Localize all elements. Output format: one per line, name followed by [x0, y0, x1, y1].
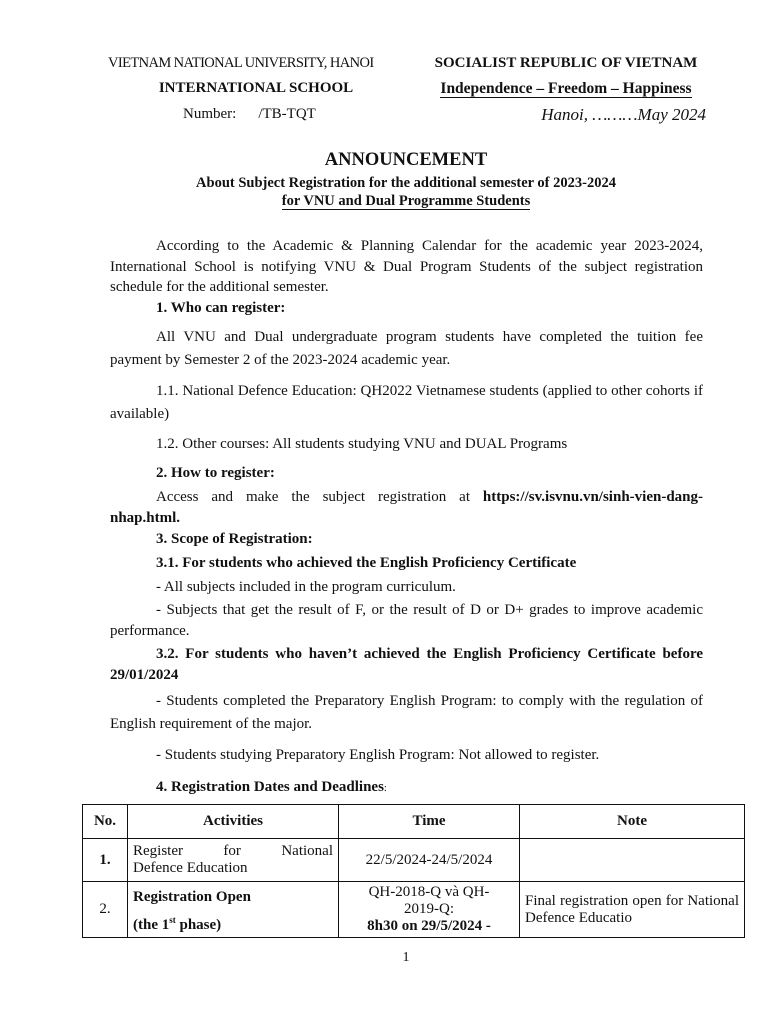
section-2-heading: 2. How to register: [156, 465, 275, 481]
section-2-text [110, 487, 703, 528]
row-2-note: Final registration open for National Defence Educatio [520, 882, 745, 938]
section-3-2-item-b: - Students studying Preparatory English Program: Not allowed to register. [156, 747, 600, 763]
section-4-heading [110, 777, 703, 799]
row-2-activity [128, 882, 339, 938]
section-3-heading: 3. Scope of Registration: [156, 531, 313, 547]
section-1-text: All VNU and Dual undergraduate program students have completed the tuition fee payment by Semester 2 of the 2023-2024 academic year. [110, 329, 703, 368]
registration-link[interactable]: https://sv.isvnu.vn/sinh-vien-dang-nhap.html. [110, 489, 703, 526]
row-2-activity-line2-post: phase) [175, 916, 222, 933]
row-1-note [520, 839, 745, 882]
row-2-activity-line2 [133, 915, 333, 934]
table-header-row [83, 805, 745, 839]
section-3-2-item-a: - Students completed the Preparatory English Program: to comply with the regulation of English requirement of the major. [110, 693, 703, 732]
row-2-time-line2: 2019-Q: [404, 901, 454, 917]
document-number [183, 106, 316, 123]
row-2-activity-line2-sup: st [169, 914, 176, 925]
header-activities: Activities [128, 805, 339, 839]
intro-paragraph: According to the Academic & Planning Calendar for the academic year 2023-2024, International School is notifying VNU & Dual Program Students of the subject registration schedule for the additional semester. [110, 238, 703, 295]
header-note: Note [520, 805, 745, 839]
row-2-activity-line2-pre: (the 1 [133, 916, 170, 933]
place-date: Hanoi, ………May 2024 [541, 105, 706, 124]
section-3-1-heading: 3.1. For students who achieved the English Proficiency Certificate [156, 555, 577, 571]
number-label: Number: [183, 106, 237, 122]
document-subtitle-line2-text: for VNU and Dual Programme Students [281, 193, 531, 209]
document-title: ANNOUNCEMENT [324, 150, 488, 170]
national-motto [420, 80, 712, 98]
country-name: SOCIALIST REPUBLIC OF VIETNAM [434, 55, 698, 71]
national-motto-text: Independence – Freedom – Happiness [440, 80, 692, 97]
row-1-no: 1. [83, 839, 128, 882]
document-subtitle-line2 [0, 193, 768, 210]
section-1-1: 1.1. National Defence Education: QH2022 Vietnamese students (applied to other cohorts if available) [110, 383, 703, 422]
header-time: Time [339, 805, 520, 839]
number-suffix: /TB-TQT [258, 106, 316, 122]
row-2-time [339, 882, 520, 938]
university-name: VIETNAM NATIONAL UNIVERSITY, HANOI [108, 55, 374, 71]
row-1-activity [128, 839, 339, 882]
section-4-heading-text: 4. Registration Dates and Deadlines [156, 779, 384, 795]
section-3-1-item-b: - Subjects that get the result of F, or the result of D or D+ grades to improve academic performance. [110, 602, 703, 639]
row-2-no: 2. [83, 882, 128, 938]
registration-schedule-table [82, 804, 745, 938]
document-subtitle-line1: About Subject Registration for the additional semester of 2023-2024 [196, 175, 616, 191]
row-1-activity-line2: Defence Education [133, 860, 248, 876]
row-1-activity-line1: Register for National [133, 843, 333, 859]
table-row [83, 882, 745, 938]
header-no: No. [83, 805, 128, 839]
row-1-time: 22/5/2024-24/5/2024 [339, 839, 520, 882]
section-1-2: 1.2. Other courses: All students studying VNU and DUAL Programs [156, 436, 568, 452]
section-2-text-lead: Access and make the subject registration at [156, 489, 483, 505]
school-name: INTERNATIONAL SCHOOL [158, 80, 354, 96]
row-2-time-line3: 8h30 on 29/5/2024 - [367, 918, 491, 934]
row-2-time-line1: QH-2018-Q và QH- [368, 884, 490, 900]
section-1-heading: 1. Who can register: [156, 300, 286, 316]
table-row [83, 839, 745, 882]
section-3-2-heading: 3.2. For students who haven’t achieved the English Proficiency Certificate before 29/01/2024 [110, 646, 703, 683]
page-number: 1 [402, 950, 410, 965]
section-3-1-item-a: - All subjects included in the program curriculum. [156, 579, 456, 595]
section-4-colon: : [383, 782, 387, 794]
row-2-activity-line1: Registration Open [133, 888, 251, 905]
